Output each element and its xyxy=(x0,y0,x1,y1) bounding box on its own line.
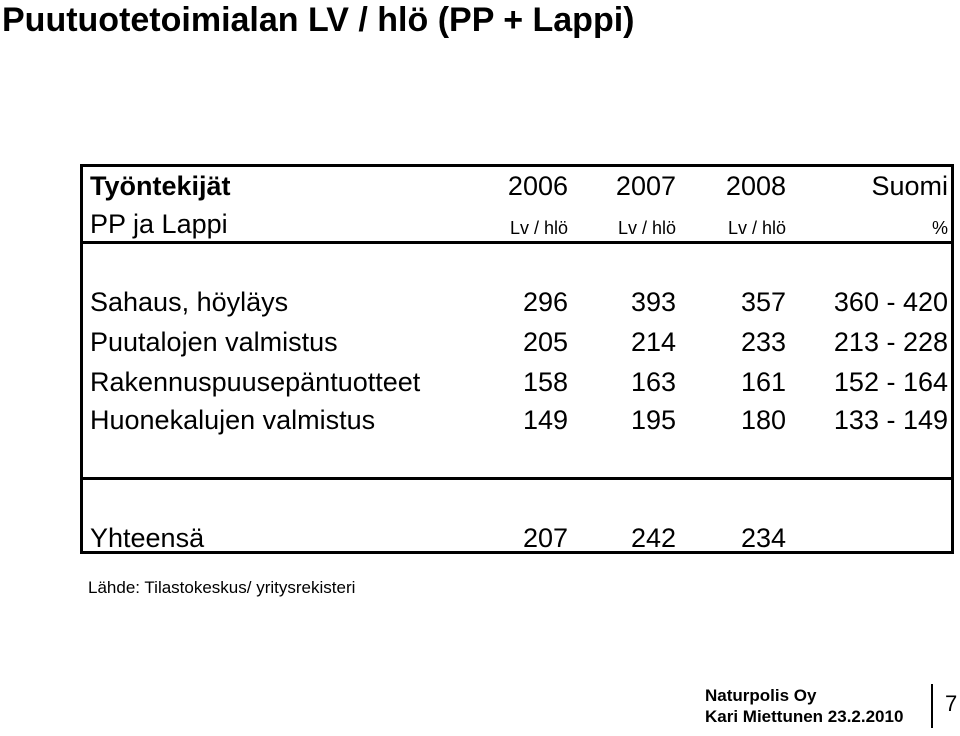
row-value-2008: 180 xyxy=(740,405,786,435)
page-number: 7 xyxy=(945,691,958,716)
total-value-2006: 207 xyxy=(522,523,568,553)
header-year-2007: 2007 xyxy=(615,171,676,201)
header-unit-2008: Lv / hlö xyxy=(727,218,786,238)
page-title: Puutuotetoimialan LV / hlö (PP + Lappi) xyxy=(2,1,635,39)
row-value-2006: 296 xyxy=(522,287,568,317)
row-value-2008: 233 xyxy=(740,327,786,357)
row-value-suomi: 152 - 164 xyxy=(833,367,948,397)
row-value-2008: 357 xyxy=(740,287,786,317)
total-divider xyxy=(80,477,954,480)
total-value-2007: 242 xyxy=(630,523,676,553)
row-label: Sahaus, höyläys xyxy=(90,287,289,317)
header-label-region: PP ja Lappi xyxy=(90,209,228,239)
row-value-suomi: 213 - 228 xyxy=(833,327,948,357)
header-unit-suomi: % xyxy=(931,218,948,238)
row-value-2006: 149 xyxy=(522,405,568,435)
header-unit-2006: Lv / hlö xyxy=(509,218,568,238)
row-label: Huonekalujen valmistus xyxy=(90,405,376,435)
header-label-employees: Työntekijät xyxy=(90,171,231,201)
row-label: Rakennuspuusepäntuotteet xyxy=(90,367,421,397)
row-value-2008: 161 xyxy=(740,367,786,397)
footer-organization: Naturpolis Oy xyxy=(705,686,817,705)
header-suomi: Suomi xyxy=(871,171,948,201)
footer-divider xyxy=(931,684,933,728)
row-value-suomi: 360 - 420 xyxy=(833,287,948,317)
row-value-2007: 393 xyxy=(630,287,676,317)
row-value-suomi: 133 - 149 xyxy=(833,405,948,435)
row-value-2007: 214 xyxy=(630,327,676,357)
source-note: Lähde: Tilastokeskus/ yritysrekisteri xyxy=(88,578,356,597)
total-value-2008: 234 xyxy=(740,523,786,553)
header-year-2008: 2008 xyxy=(725,171,786,201)
row-value-2007: 195 xyxy=(630,405,676,435)
header-year-2006: 2006 xyxy=(507,171,568,201)
row-value-2006: 158 xyxy=(522,367,568,397)
header-unit-2007: Lv / hlö xyxy=(617,218,676,238)
total-label: Yhteensä xyxy=(90,523,205,553)
row-label: Puutalojen valmistus xyxy=(90,327,338,357)
row-value-2007: 163 xyxy=(630,367,676,397)
row-value-2006: 205 xyxy=(522,327,568,357)
footer-author-date: Kari Miettunen 23.2.2010 xyxy=(705,707,904,726)
